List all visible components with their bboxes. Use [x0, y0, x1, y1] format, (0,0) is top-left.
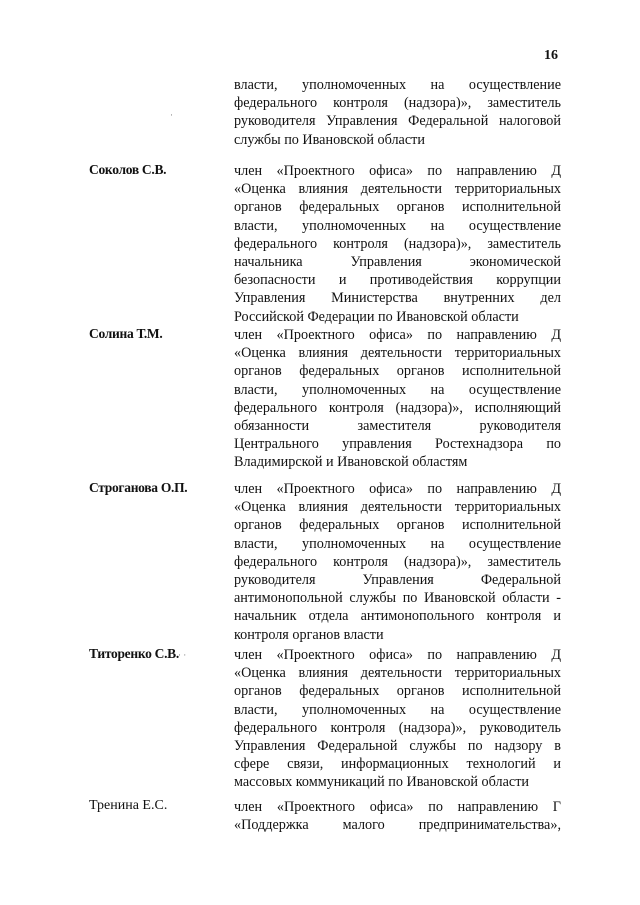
member-description: [234, 798, 561, 834]
text-line: член «Проектного офиса» по направлению Д: [234, 327, 561, 343]
text-line: органов федеральных органов исполнительной: [234, 199, 561, 216]
text-line: федерального контроля (надзора)», заместитель: [234, 553, 561, 570]
text-line: федерального контроля (надзора)», заместитель: [234, 235, 561, 252]
text-line: контроля органов власти: [234, 626, 384, 643]
text-line: безопасности и противодействия коррупции: [234, 272, 561, 289]
scan-mark: ·: [170, 110, 173, 120]
member-description: [234, 480, 561, 644]
text-line: антимонопольной службы по Ивановской области -: [234, 590, 561, 607]
member-name: Строганова О.П.: [89, 480, 188, 495]
text-line: органов федеральных органов исполнительной: [234, 363, 561, 380]
text-line: власти, уполномоченных на осуществление: [234, 701, 561, 718]
text-line: «Оценка влияния деятельности территориальных: [234, 345, 561, 362]
text-line: федерального контроля (надзора)», заместитель: [234, 95, 561, 112]
text-line: «Оценка влияния деятельности территориальных: [234, 665, 561, 682]
text-line: органов федеральных органов исполнительной: [234, 517, 561, 534]
member-name: Титоренко С.В.: [89, 646, 179, 661]
text-line: член «Проектного офиса» по направлению Д: [234, 647, 561, 663]
text-line: службы по Ивановской области: [234, 131, 425, 148]
text-line: «Оценка влияния деятельности территориальных: [234, 499, 561, 516]
text-line: начальника Управления экономической: [234, 253, 561, 270]
text-line: федерального контроля (надзора)», исполняющий: [234, 399, 561, 416]
text-line: обязанности заместителя руководителя: [234, 417, 561, 434]
page-number: 16: [544, 48, 558, 63]
text-line: Управления Министерства внутренних дел: [234, 290, 561, 307]
text-line: член «Проектного офиса» по направлению Г: [234, 799, 561, 815]
text-line: власти, уполномоченных на осуществление: [234, 535, 561, 552]
text-line: власти, уполномоченных на осуществление: [234, 381, 561, 398]
member-name: Соколов С.В.: [89, 162, 167, 177]
continuation-text: [234, 76, 561, 149]
text-line: Центрального управления Ростехнадзора по: [234, 436, 561, 453]
text-line: Управления Федеральной службы по надзору в: [234, 737, 561, 754]
text-line: руководителя Управления Федеральной налоговой: [234, 113, 561, 130]
text-line: Владимирской и Ивановской областям: [234, 454, 468, 471]
text-line: сфере связи, информационных технологий и: [234, 756, 561, 773]
text-line: массовых коммуникаций по Ивановской области: [234, 774, 529, 791]
member-description: [234, 162, 561, 326]
text-line: член «Проектного офиса» по направлению Д: [234, 481, 561, 497]
member-name: Тренина Е.С.: [89, 798, 168, 813]
text-line: член «Проектного офиса» по направлению Д: [234, 163, 561, 179]
text-line: власти, уполномоченных на осуществление: [234, 217, 561, 234]
text-line: «Поддержка малого предпринимательства»,: [234, 817, 561, 834]
text-line: органов федеральных органов исполнительной: [234, 683, 561, 700]
scan-mark: · ·: [178, 650, 187, 660]
member-description: [234, 326, 561, 472]
text-line: Российской Федерации по Ивановской области: [234, 308, 519, 325]
text-line: начальник отдела антимонопольного контроля и: [234, 608, 561, 625]
member-name: Солина Т.М.: [89, 326, 163, 341]
text-line: федерального контроля (надзора)», руководитель: [234, 719, 561, 736]
text-line: власти, уполномоченных на осуществление: [234, 77, 561, 93]
text-line: руководителя Управления Федеральной: [234, 571, 561, 588]
text-line: «Оценка влияния деятельности территориальных: [234, 181, 561, 198]
member-description: [234, 646, 561, 792]
